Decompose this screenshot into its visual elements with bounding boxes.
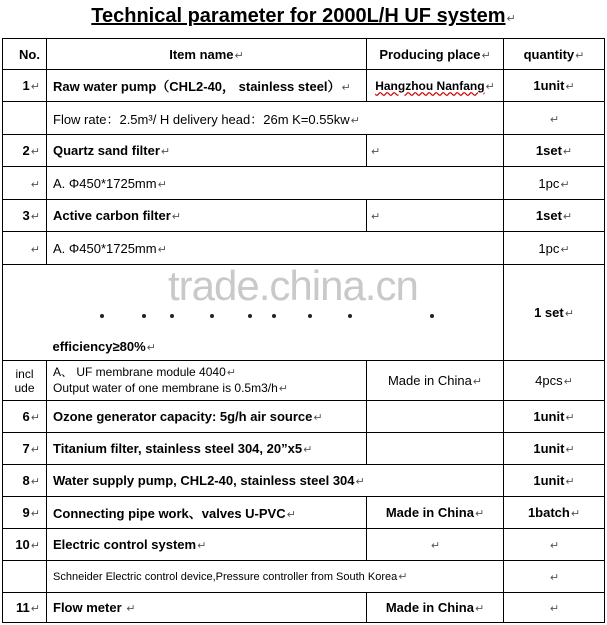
quantity: 1unit↵ bbox=[504, 401, 605, 433]
table-row bbox=[3, 497, 605, 529]
item-detail: Schneider Electric control device,Pressure controller from South Korea↵ bbox=[47, 561, 504, 593]
item-name: Active carbon filter↵ bbox=[47, 200, 367, 232]
page-title: Technical parameter for 2000L/H UF system↵ bbox=[0, 4, 607, 31]
item-detail: Flow rate：2.5m³/ H delivery head：26m K=0.55kw↵ bbox=[47, 102, 504, 135]
item-name: Raw water pump（CHL2-40， stainless steel）↵ bbox=[47, 70, 367, 102]
item-name: Quartz sand filter↵ bbox=[47, 135, 367, 167]
row-number: ↵ bbox=[3, 232, 47, 265]
quantity: 4pcs↵ bbox=[504, 361, 605, 401]
item-name: Water supply pump, CHL2-40, stainless steel 304↵ bbox=[47, 465, 504, 497]
item-name: efficiency≥80%↵ bbox=[47, 265, 504, 361]
item-name: Flow meter ↵ bbox=[47, 593, 367, 623]
quantity: 1pc↵ bbox=[504, 167, 605, 200]
item-detail: A、 UF membrane module 4040↵ Output water of one membrane is 0.5m3/h↵ bbox=[47, 361, 367, 401]
table-row bbox=[3, 200, 605, 232]
producing-place: Hangzhou Nanfang↵ bbox=[367, 70, 504, 102]
producing-place: Made in China↵ bbox=[367, 361, 504, 401]
row-number bbox=[3, 561, 47, 593]
header-no: No. bbox=[3, 39, 47, 70]
row-number: 11↵ bbox=[3, 593, 47, 623]
quantity: ↵ bbox=[504, 529, 605, 561]
item-name: Connecting pipe work、valves U-PVC↵ bbox=[47, 497, 367, 529]
item-name: Ozone generator capacity: 5g/h air source↵ bbox=[47, 401, 367, 433]
item-detail: A. Φ450*1725mm↵ bbox=[47, 232, 504, 265]
header-quantity: quantity↵ bbox=[504, 39, 605, 70]
table-row bbox=[3, 361, 605, 401]
table-row bbox=[3, 433, 605, 465]
producing-place: Made in China↵ bbox=[367, 497, 504, 529]
quantity: ↵ bbox=[504, 102, 605, 135]
item-name: Electric control system↵ bbox=[47, 529, 367, 561]
row-number: 6↵ bbox=[3, 401, 47, 433]
table-row bbox=[3, 561, 605, 593]
table-row bbox=[3, 102, 605, 135]
table-header-row bbox=[3, 39, 605, 70]
quantity: ↵ bbox=[504, 593, 605, 623]
producing-place bbox=[367, 401, 504, 433]
producing-place bbox=[367, 433, 504, 465]
quantity: 1batch↵ bbox=[504, 497, 605, 529]
row-number: 7↵ bbox=[3, 433, 47, 465]
table-row bbox=[3, 70, 605, 102]
quantity: 1set↵ bbox=[504, 200, 605, 232]
quantity: ↵ bbox=[504, 561, 605, 593]
table-row bbox=[3, 465, 605, 497]
table-row bbox=[3, 135, 605, 167]
watermark: trade.china.cn bbox=[168, 262, 418, 309]
row-number: 8↵ bbox=[3, 465, 47, 497]
quantity: 1 set↵ bbox=[504, 265, 605, 361]
row-number: ↵ bbox=[3, 167, 47, 200]
paragraph-mark-icon: ↵ bbox=[506, 13, 516, 25]
obscured-text-remnants bbox=[60, 312, 440, 320]
include-label: incl ude bbox=[3, 361, 47, 401]
producing-place: Made in China↵ bbox=[367, 593, 504, 623]
row-number: 2↵ bbox=[3, 135, 47, 167]
row-number: 10↵ bbox=[3, 529, 47, 561]
quantity: 1unit↵ bbox=[504, 433, 605, 465]
table-row bbox=[3, 593, 605, 623]
table-row bbox=[3, 167, 605, 200]
row-number bbox=[3, 102, 47, 135]
row-number bbox=[3, 265, 47, 361]
producing-place: ↵ bbox=[367, 200, 504, 232]
table-row bbox=[3, 401, 605, 433]
row-number: 1↵ bbox=[3, 70, 47, 102]
quantity: 1set↵ bbox=[504, 135, 605, 167]
header-item-name: Item name↵ bbox=[47, 39, 367, 70]
row-number: 3↵ bbox=[3, 200, 47, 232]
row-number: 9↵ bbox=[3, 497, 47, 529]
item-detail: A. Φ450*1725mm↵ bbox=[47, 167, 504, 200]
quantity: 1unit↵ bbox=[504, 70, 605, 102]
quantity: 1unit↵ bbox=[504, 465, 605, 497]
quantity: 1pc↵ bbox=[504, 232, 605, 265]
parameter-table bbox=[2, 38, 605, 623]
producing-place: ↵ bbox=[367, 135, 504, 167]
table-row bbox=[3, 529, 605, 561]
table-row bbox=[3, 232, 605, 265]
item-name: Titanium filter, stainless steel 304, 20”x5↵ bbox=[47, 433, 367, 465]
producing-place: ↵ bbox=[367, 529, 504, 561]
header-producing-place: Producing place↵ bbox=[367, 39, 504, 70]
